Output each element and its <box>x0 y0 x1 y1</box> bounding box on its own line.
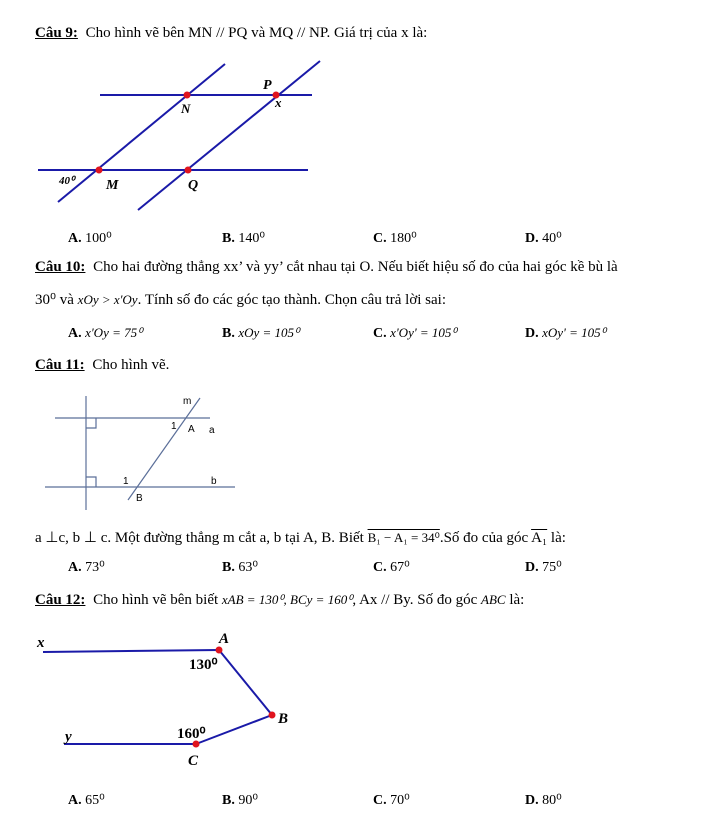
q12-option-a[interactable]: A. 65⁰ <box>68 793 105 808</box>
q12-point-A <box>216 647 223 654</box>
q12-label-C: C <box>188 753 199 769</box>
q11-statement-math: B₁ − A₁ = 34⁰ <box>367 530 440 545</box>
q9-text: Cho hình vẽ bên MN // PQ và MQ // NP. Giá trị của x là: <box>85 25 428 41</box>
q11-text: Cho hình vẽ. <box>92 357 170 373</box>
q10-line2-end: . Tính số đo các góc tạo thành. Chọn câu trả lời sai: <box>137 292 447 308</box>
q9-head: Câu 9: <box>35 25 78 41</box>
q10-option-b[interactable]: B. xOy = 105⁰ <box>222 325 300 341</box>
q12-line-AB <box>219 650 272 715</box>
q10-option-c[interactable]: C. x'Oy' = 105⁰ <box>373 325 457 341</box>
q9-label-M: M <box>106 178 119 193</box>
q11-label-A: A <box>188 424 195 435</box>
q12-label-160: 160⁰ <box>177 726 206 742</box>
q9-label-N: N <box>181 101 191 116</box>
q12-text-math: xAB = 130⁰, BCy = 160⁰ <box>221 592 353 607</box>
q9-label-x: x <box>275 95 282 110</box>
q11-label-1a: 1 <box>171 421 177 432</box>
q12-text-end: là: <box>509 592 525 608</box>
q10-line2-math: xOy > x'Oy <box>77 292 138 307</box>
q12-label-130: 130⁰ <box>189 657 218 673</box>
q12-option-d[interactable]: D. 80⁰ <box>525 793 562 808</box>
q12-line-BC <box>196 715 272 744</box>
q9-label-P: P <box>263 78 272 93</box>
q12-option-b[interactable]: B. 90⁰ <box>222 793 258 808</box>
q11-label-b: b <box>211 476 217 487</box>
q11-label-m: m <box>183 396 192 407</box>
q9-label-Q: Q <box>188 178 199 193</box>
q11-statement-start: a ⊥c, b ⊥ c. Một đường thẳng m cắt a, b tại A, B. Biết <box>35 530 364 546</box>
q10-head: Câu 10: <box>35 259 86 275</box>
q11-statement-mid: .Số đo của góc <box>439 530 529 546</box>
q9-option-b[interactable]: B. 140⁰ <box>222 231 265 246</box>
q10-line2-start: 30⁰ và <box>35 292 74 308</box>
q12-option-c[interactable]: C. 70⁰ <box>373 793 410 808</box>
q11-option-d[interactable]: D. 75⁰ <box>525 560 562 575</box>
q11-option-c[interactable]: C. 67⁰ <box>373 560 410 575</box>
q9-option-c[interactable]: C. 180⁰ <box>373 231 417 246</box>
q12-text-angle: ABC <box>481 592 506 607</box>
q11-statement-angle: A₁ <box>531 530 548 546</box>
q12-text-mid: , Ax // By. Số đo góc <box>352 592 478 608</box>
q11-label-B: B <box>136 493 143 504</box>
q12-point-B <box>269 712 276 719</box>
q12-label-B: B <box>278 711 289 727</box>
q12-label-y: y <box>65 729 72 745</box>
q12-text-start: Cho hình vẽ bên biết <box>93 592 219 608</box>
q11-label-a: a <box>209 425 215 436</box>
q10-option-d[interactable]: D. xOy' = 105⁰ <box>525 325 606 341</box>
q9-option-d[interactable]: D. 40⁰ <box>525 231 562 246</box>
q11-label-1b: 1 <box>123 476 129 487</box>
q11-statement-end: là: <box>550 530 566 546</box>
q12-label-A: A <box>219 631 230 647</box>
q12-head: Câu 12: <box>35 592 86 608</box>
q11-head: Câu 11: <box>35 357 85 373</box>
q9-option-a[interactable]: A. 100⁰ <box>68 231 112 246</box>
q11-option-a[interactable]: A. 73⁰ <box>68 560 105 575</box>
q11-option-b[interactable]: B. 63⁰ <box>222 560 258 575</box>
q10-option-a[interactable]: A. x'Oy = 75⁰ <box>68 325 143 341</box>
q9-label-angle: 40⁰ <box>59 175 75 187</box>
q12-label-x: x <box>37 635 45 651</box>
q10-line1: Cho hai đường thẳng xx’ và yy’ cắt nhau tại O. Nếu biết hiệu số đo của hai góc kề bù là <box>93 259 618 275</box>
q12-line-xA <box>43 650 219 652</box>
